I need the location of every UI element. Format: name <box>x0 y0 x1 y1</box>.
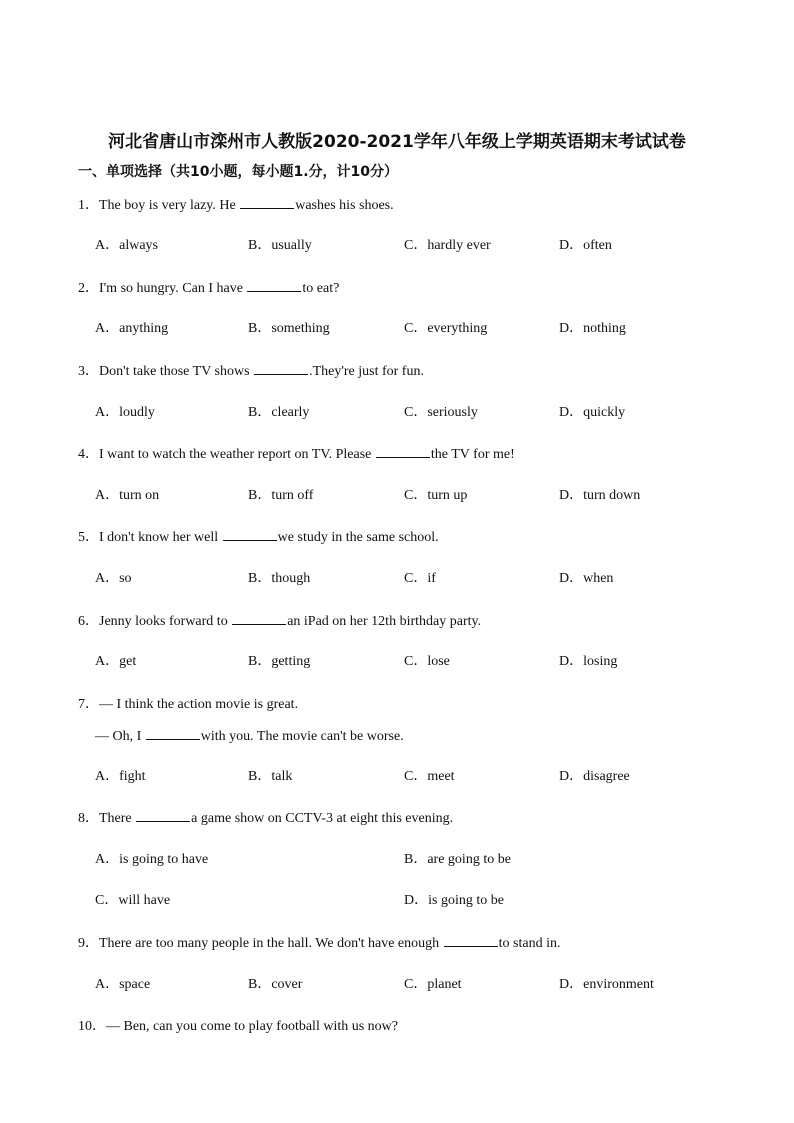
option-d[interactable]: D．turn down <box>559 488 641 503</box>
option-c[interactable]: C．meet <box>404 769 455 784</box>
question-text: Don't take those TV shows <box>99 364 254 379</box>
question-number: 6． <box>78 614 99 629</box>
option-b[interactable]: B．cover <box>248 977 303 992</box>
question-7-line-2 <box>95 728 404 745</box>
question-text: — Oh, I <box>95 729 145 744</box>
option-a[interactable]: A．is going to have <box>95 852 209 867</box>
option-b[interactable]: B．clearly <box>248 405 310 420</box>
question-number: 1． <box>78 198 99 213</box>
question-8 <box>78 807 453 827</box>
option-d[interactable]: D．nothing <box>559 321 626 336</box>
question-number: 5． <box>78 530 99 545</box>
option-a[interactable]: A．anything <box>95 321 169 336</box>
option-d[interactable]: D．disagree <box>559 769 630 784</box>
answer-blank[interactable] <box>444 935 498 947</box>
question-text-after: washes his shoes. <box>295 198 394 213</box>
question-3 <box>78 360 424 380</box>
question-text-after: a game show on CCTV-3 at eight this evening. <box>191 811 454 826</box>
option-d[interactable]: D．quickly <box>559 405 626 420</box>
question-text: I'm so hungry. Can I have <box>99 281 247 296</box>
question-number: 10． <box>78 1019 106 1034</box>
option-d[interactable]: D．when <box>559 571 614 586</box>
option-b[interactable]: B．getting <box>248 654 311 669</box>
option-a[interactable]: A．turn on <box>95 488 160 503</box>
question-4 <box>78 443 515 463</box>
option-a[interactable]: A．get <box>95 654 137 669</box>
answer-blank[interactable] <box>146 728 200 740</box>
question-text-after: to eat? <box>302 281 340 296</box>
option-b[interactable]: B．are going to be <box>404 852 511 867</box>
question-9 <box>78 932 560 952</box>
option-c[interactable]: C．will have <box>95 893 171 908</box>
question-text-after: we study in the same school. <box>277 530 439 545</box>
question-text: There <box>99 811 136 826</box>
answer-blank[interactable] <box>223 529 277 541</box>
option-a[interactable]: A．loudly <box>95 405 155 420</box>
answer-blank[interactable] <box>136 810 190 822</box>
option-d[interactable]: D．losing <box>559 654 618 669</box>
question-text: The boy is very lazy. He <box>99 198 240 213</box>
answer-blank[interactable] <box>254 363 308 375</box>
question-2 <box>78 277 339 297</box>
answer-blank[interactable] <box>240 197 294 209</box>
section-heading: 一、单项选择（共10小题，每小题1.分，计10分） <box>78 164 399 180</box>
option-c[interactable]: C．planet <box>404 977 462 992</box>
question-text-after: to stand in. <box>498 936 561 951</box>
answer-blank[interactable] <box>232 613 286 625</box>
option-d[interactable]: D．environment <box>559 977 654 992</box>
question-6 <box>78 610 481 630</box>
question-number: 7． <box>78 697 99 712</box>
option-b[interactable]: B．though <box>248 571 311 586</box>
question-7 <box>78 693 298 713</box>
option-a[interactable]: A．fight <box>95 769 146 784</box>
question-text-after: with you. The movie can't be worse. <box>200 729 404 744</box>
page-title: 河北省唐山市滦州市人教版2020-2021学年八年级上学期英语期末考试试卷 <box>108 132 686 152</box>
option-c[interactable]: C．lose <box>404 654 450 669</box>
option-c[interactable]: C．if <box>404 571 436 586</box>
question-text-after: an iPad on her 12th birthday party. <box>287 614 482 629</box>
question-number: 4． <box>78 447 99 462</box>
question-text: I want to watch the weather report on TV. Please <box>99 447 375 462</box>
question-number: 8． <box>78 811 99 826</box>
question-number: 9． <box>78 936 99 951</box>
answer-blank[interactable] <box>376 446 430 458</box>
option-c[interactable]: C．everything <box>404 321 488 336</box>
question-1 <box>78 194 394 214</box>
option-c[interactable]: C．seriously <box>404 405 478 420</box>
option-b[interactable]: B．turn off <box>248 488 314 503</box>
question-text: — Ben, can you come to play football with us now? <box>106 1019 398 1034</box>
question-number: 3． <box>78 364 99 379</box>
question-text: There are too many people in the hall. We don't have enough <box>99 936 443 951</box>
question-text: — I think the action movie is great. <box>99 697 299 712</box>
question-5 <box>78 526 439 546</box>
option-c[interactable]: C．turn up <box>404 488 468 503</box>
option-c[interactable]: C．hardly ever <box>404 238 491 253</box>
question-10 <box>78 1015 398 1035</box>
option-b[interactable]: B．something <box>248 321 330 336</box>
option-a[interactable]: A．space <box>95 977 151 992</box>
question-text: I don't know her well <box>99 530 222 545</box>
answer-blank[interactable] <box>247 280 301 292</box>
question-text: Jenny looks forward to <box>99 614 232 629</box>
question-number: 2． <box>78 281 99 296</box>
question-text-after: the TV for me! <box>430 447 515 462</box>
option-b[interactable]: B．usually <box>248 238 312 253</box>
question-text-after: .They're just for fun. <box>309 364 424 379</box>
option-d[interactable]: D．is going to be <box>404 893 504 908</box>
option-a[interactable]: A．so <box>95 571 132 586</box>
option-a[interactable]: A．always <box>95 238 158 253</box>
option-b[interactable]: B．talk <box>248 769 293 784</box>
option-d[interactable]: D．often <box>559 238 612 253</box>
